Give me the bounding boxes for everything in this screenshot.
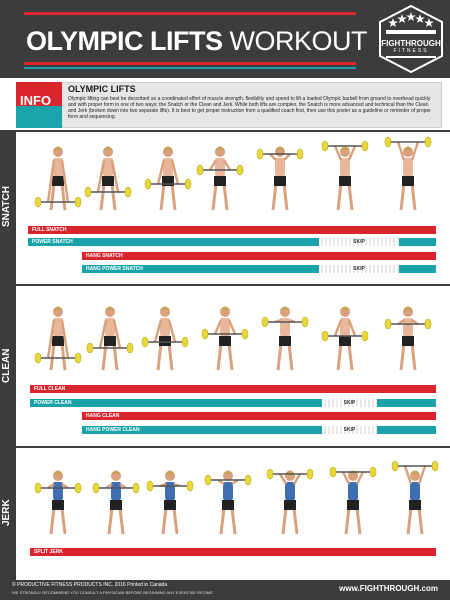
- section-label-snatch: SNATCH: [1, 186, 12, 228]
- header-teal-stripe: [24, 67, 356, 69]
- info-text: Olympic lifting can best be described as a coordinated effort of muscle strength, flexibility and speed to lift a loaded Olympic barbell from ground to overhead quickly and with proper form in one of two ways; the Snatch or the Clean and Jerk. While both lifts are complex, the Snatch is more advanced and technical than the Clean and Jerk (broken down into two separate lifts). It is best to get proper instruction from a qualified coach first, then use this poster as a guideline or reminder of proper form and sequencing.: [68, 96, 431, 120]
- bar-power-snatch: POWER SNATCH SKIP: [28, 238, 436, 246]
- skip-marker: SKIP: [319, 238, 399, 246]
- bar-hang-power-snatch: HANG POWER SNATCH SKIP: [82, 265, 436, 273]
- logo-sub: FITNESS: [393, 48, 429, 54]
- info-tab-label: INFO: [20, 93, 52, 108]
- skip-marker: SKIP: [322, 426, 377, 434]
- header-red-stripe: [24, 12, 356, 15]
- bar-power-clean: POWER CLEAN SKIP: [30, 399, 436, 407]
- bar-full-snatch: FULL SNATCH: [28, 226, 436, 234]
- bar-hang-snatch: HANG SNATCH: [82, 252, 436, 260]
- section-label-jerk: JERK: [1, 499, 12, 527]
- lifter-figures: [0, 132, 450, 224]
- bar-split-jerk: SPLIT JERK: [30, 548, 436, 556]
- bar-hang-power-clean: HANG POWER CLEAN SKIP: [82, 426, 436, 434]
- lifter-figures: [0, 286, 450, 382]
- skip-marker: SKIP: [322, 399, 377, 407]
- logo-name: FIGHTHROUGH: [381, 39, 441, 48]
- page-title: OLYMPIC LIFTS WORKOUT: [26, 26, 368, 56]
- copyright: © PRODUCTIVE FITNESS PRODUCTS INC. 2016 Printed in Canada: [12, 582, 168, 588]
- lifter-figures: [0, 448, 450, 546]
- bar-hang-clean: HANG CLEAN: [82, 412, 436, 420]
- info-title: OLYMPIC LIFTS: [68, 84, 136, 94]
- website-url: www.FIGHTHROUGH.com: [339, 584, 438, 593]
- header-red-stripe-bottom: [24, 62, 356, 65]
- skip-marker: SKIP: [319, 265, 399, 273]
- warning: WE STRONGLY RECOMMEND YOU CONSULT A PHYSICIAN BEFORE BEGINNING ANY EXERCISE REGIME.: [12, 590, 215, 595]
- bar-full-clean: FULL CLEAN: [30, 385, 436, 393]
- section-label-clean: CLEAN: [1, 348, 12, 384]
